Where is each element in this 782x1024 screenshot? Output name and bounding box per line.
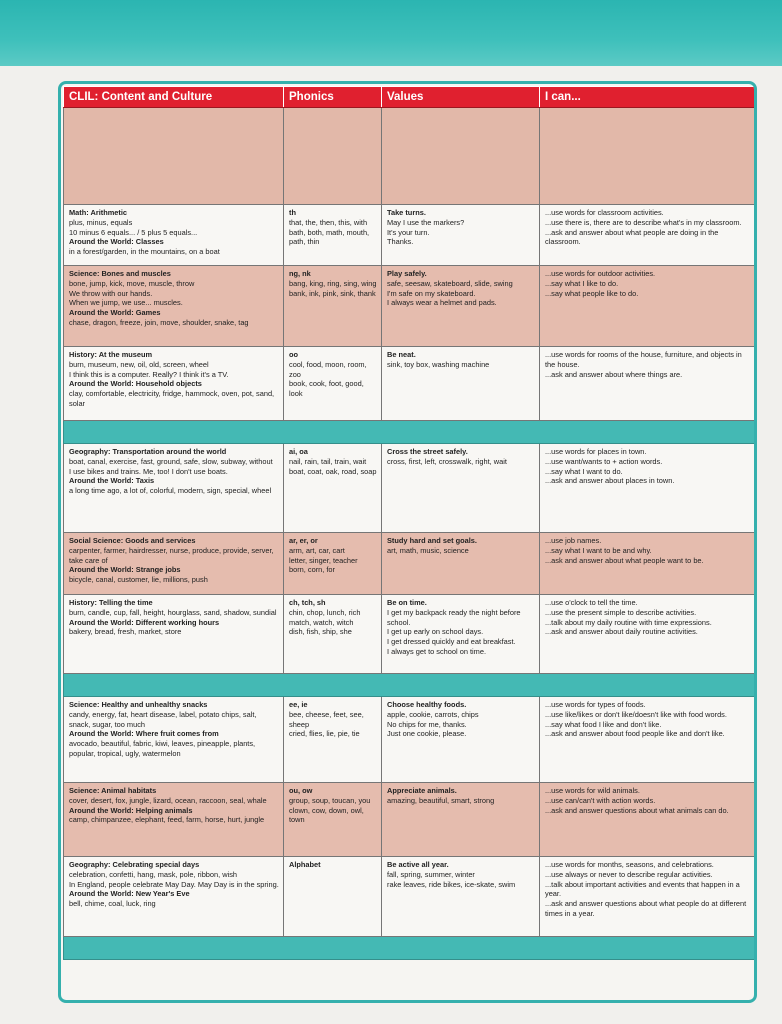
cell-line: No chips for me, thanks. xyxy=(387,719,467,729)
table-row xyxy=(64,266,757,347)
cell-line: ...use always or never to describe regular activities. xyxy=(545,869,713,879)
cell-heading: Social Science: Goods and services xyxy=(69,536,196,545)
phonics-cell xyxy=(284,444,382,533)
cell-heading: Math: Arithmetic xyxy=(69,208,128,217)
cell-line: ...say what I like to do. xyxy=(545,278,619,288)
cell-heading: Be neat. xyxy=(387,350,416,359)
cell-line: burn, museum, new, oil, old, screen, wheel xyxy=(69,359,209,369)
cell-line: ...use words for outdoor activities. xyxy=(545,269,656,278)
cell-line: boat, canal, exercise, fast, ground, safe, slow, subway, without xyxy=(69,456,273,466)
cell-line: clay, comfortable, electricity, fridge, hammock, oven, pot, sand, solar xyxy=(69,389,275,408)
cell-heading: Alphabet xyxy=(289,860,321,869)
teal-separator-row xyxy=(64,937,757,960)
cell-line: ...use job names. xyxy=(545,536,602,545)
cell-line: fall, spring, summer, winter xyxy=(387,869,475,879)
clil-cell xyxy=(64,783,284,857)
cell-line: in a forest/garden, in the mountains, on a boat xyxy=(69,247,220,257)
cell-line: ...use there is, there are to describe what's in my classroom. xyxy=(545,217,742,227)
cell-line: match, watch, witch xyxy=(289,617,354,627)
separator-cell xyxy=(64,674,757,697)
cell-line: candy, energy, fat, heart disease, label, potato chips, salt, snack, sugar, too much xyxy=(69,709,257,729)
cell-line: ...use can/can't with action words. xyxy=(545,795,656,805)
cell-line: sink, toy box, washing machine xyxy=(387,359,490,369)
cell-line: ...use words for months, seasons, and celebrations. xyxy=(545,860,714,869)
cell-heading: Be active all year. xyxy=(387,860,449,869)
cell-line: bone, jump, kick, move, muscle, throw xyxy=(69,278,195,288)
cell-heading: Appreciate animals. xyxy=(387,786,457,795)
blank-cell xyxy=(284,108,382,205)
cell-line: ...ask and answer about what people are doing in the classroom. xyxy=(545,227,719,247)
cell-line: ...ask and answer about places in town. xyxy=(545,476,675,486)
cell-heading: Science: Healthy and unhealthy snacks xyxy=(69,700,208,709)
i-can-cell xyxy=(540,533,757,595)
table-row xyxy=(64,533,757,595)
i-can-cell xyxy=(540,595,757,674)
header-values: Values xyxy=(382,87,540,108)
cell-line: It's your turn. xyxy=(387,227,430,237)
cell-line: In England, people celebrate May Day. May Day is in the spring. xyxy=(69,879,279,889)
table-row xyxy=(64,595,757,674)
cell-line: chin, chop, lunch, rich xyxy=(289,607,361,617)
cell-heading: Geography: Transportation around the world xyxy=(69,447,227,456)
cell-line: bang, king, ring, sing, wing xyxy=(289,278,377,288)
header-i-can: I can... xyxy=(540,87,757,108)
cell-line: cool, food, moon, room, zoo xyxy=(289,359,367,379)
cell-heading: History: Telling the time xyxy=(69,598,153,607)
cell-line: Thanks. xyxy=(387,237,414,247)
cell-line: ...use o'clock to tell the time. xyxy=(545,598,638,607)
i-can-cell xyxy=(540,857,757,937)
table-row xyxy=(64,697,757,783)
i-can-cell xyxy=(540,266,757,347)
teal-separator-row xyxy=(64,674,757,697)
clil-cell xyxy=(64,444,284,533)
blank-row xyxy=(64,108,757,205)
cell-line: ...say what I want to be and why. xyxy=(545,545,652,555)
cell-subheading: Around the World: Different working hours xyxy=(69,617,220,627)
cell-line: ...talk about important activities and events that happen in a year. xyxy=(545,879,740,899)
cell-line: ...say what people like to do. xyxy=(545,288,639,298)
cell-line: bicycle, canal, customer, lie, millions, push xyxy=(69,575,208,585)
separator-cell xyxy=(64,421,757,444)
teal-separator-row xyxy=(64,421,757,444)
values-cell xyxy=(382,857,540,937)
cell-subheading: Around the World: New Year's Eve xyxy=(69,889,190,899)
cell-line: cross, first, left, crosswalk, right, wait xyxy=(387,456,507,466)
clil-cell xyxy=(64,347,284,421)
cell-heading: ou, ow xyxy=(289,786,313,795)
cell-heading: ai, oa xyxy=(289,447,308,456)
cell-line: I think this is a computer. Really? I think it's a TV. xyxy=(69,369,229,379)
top-teal-band xyxy=(0,0,782,66)
phonics-cell xyxy=(284,697,382,783)
cell-line: bell, chime, coal, luck, ring xyxy=(69,899,156,909)
cell-line: I get up early on school days. xyxy=(387,627,484,637)
clil-cell xyxy=(64,697,284,783)
cell-heading: Cross the street safely. xyxy=(387,447,468,456)
i-can-cell xyxy=(540,347,757,421)
cell-line: cover, desert, fox, jungle, lizard, ocean, raccoon, seal, whale xyxy=(69,795,267,805)
cell-line: camp, chimpanzee, elephant, feed, farm, horse, hurt, jungle xyxy=(69,815,265,825)
cell-subheading: Around the World: Helping animals xyxy=(69,805,193,815)
table-row xyxy=(64,783,757,857)
cell-line: cried, flies, lie, pie, tie xyxy=(289,729,360,739)
phonics-cell xyxy=(284,595,382,674)
i-can-cell xyxy=(540,444,757,533)
phonics-cell xyxy=(284,266,382,347)
cell-line: ...use the present simple to describe activities. xyxy=(545,607,697,617)
values-cell xyxy=(382,347,540,421)
separator-cell xyxy=(64,937,757,960)
cell-line: nail, rain, tail, train, wait xyxy=(289,456,367,466)
header-phonics: Phonics xyxy=(284,87,382,108)
cell-line: When we jump, we use... muscles. xyxy=(69,298,183,308)
table-row xyxy=(64,444,757,533)
cell-line: ...use words for wild animals. xyxy=(545,786,640,795)
syllabus-frame xyxy=(58,81,757,1003)
values-cell xyxy=(382,595,540,674)
cell-line: I always get to school on time. xyxy=(387,646,487,656)
cell-line: ...say what I want to do. xyxy=(545,466,623,476)
cell-heading: Geography: Celebrating special days xyxy=(69,860,200,869)
values-cell xyxy=(382,783,540,857)
cell-line: apple, cookie, carrots, chips xyxy=(387,709,479,719)
cell-line: I get dressed quickly and eat breakfast. xyxy=(387,637,516,647)
cell-line: book, cook, foot, good, look xyxy=(289,379,364,399)
cell-subheading: Around the World: Strange jobs xyxy=(69,565,181,575)
cell-line: May I use the markers? xyxy=(387,217,465,227)
blank-cell xyxy=(382,108,540,205)
cell-line: born, corn, for xyxy=(289,565,336,575)
cell-heading: oo xyxy=(289,350,299,359)
phonics-cell xyxy=(284,857,382,937)
cell-line: letter, singer, teacher xyxy=(289,555,358,565)
cell-line: ...ask and answer questions about what people do at different times in a year. xyxy=(545,899,747,918)
cell-line: safe, seesaw, skateboard, slide, swing xyxy=(387,278,513,288)
cell-line: ...ask and answer about daily routine activities. xyxy=(545,627,698,637)
values-cell xyxy=(382,444,540,533)
header-row xyxy=(64,87,757,108)
cell-line: ...ask and answer about food people like and don't like. xyxy=(545,729,725,739)
cell-line: amazing, beautiful, smart, strong xyxy=(387,795,495,805)
blank-cell xyxy=(64,108,284,205)
phonics-cell xyxy=(284,205,382,266)
cell-heading: Study hard and set goals. xyxy=(387,536,477,545)
cell-line: bank, ink, pink, sink, thank xyxy=(289,288,376,298)
cell-heading: Be on time. xyxy=(387,598,427,607)
cell-line: I'm safe on my skateboard. xyxy=(387,288,476,298)
table-row xyxy=(64,205,757,266)
cell-line: ...use words for rooms of the house, furniture, and objects in the house. xyxy=(545,350,742,369)
table-row xyxy=(64,857,757,937)
cell-line: ...say what food I like and don't like. xyxy=(545,719,662,729)
cell-line: bath, both, math, mouth, path, thin xyxy=(289,227,370,247)
cell-line: clown, cow, down, owl, town xyxy=(289,805,364,825)
cell-heading: History: At the museum xyxy=(69,350,153,359)
i-can-cell xyxy=(540,783,757,857)
cell-line: rake leaves, ride bikes, ice-skate, swim xyxy=(387,879,516,889)
cell-subheading: Around the World: Games xyxy=(69,308,161,318)
cell-line: ...talk about my daily routine with time expressions. xyxy=(545,617,712,627)
cell-line: ...ask and answer about where things are. xyxy=(545,369,683,379)
cell-line: art, math, music, science xyxy=(387,545,469,555)
cell-heading: ee, ie xyxy=(289,700,308,709)
cell-line: I use bikes and trains. Me, too! I don't use boats. xyxy=(69,466,228,476)
cell-line: plus, minus, equals xyxy=(69,217,133,227)
cell-line: group, soup, toucan, you xyxy=(289,795,371,805)
cell-heading: Take turns. xyxy=(387,208,426,217)
cell-heading: Science: Bones and muscles xyxy=(69,269,171,278)
cell-heading: th xyxy=(289,208,296,217)
cell-line: ...ask and answer questions about what animals can do. xyxy=(545,805,729,815)
table-row xyxy=(64,347,757,421)
cell-heading: Play safely. xyxy=(387,269,427,278)
cell-line: I always wear a helmet and pads. xyxy=(387,298,497,308)
cell-line: bee, cheese, feet, see, sheep xyxy=(289,709,364,729)
values-cell xyxy=(382,697,540,783)
cell-line: Just one cookie, please. xyxy=(387,729,467,739)
cell-line: that, the, then, this, with xyxy=(289,217,368,227)
cell-subheading: Around the World: Household objects xyxy=(69,379,202,389)
cell-line: chase, dragon, freeze, join, move, shoulder, snake, tag xyxy=(69,317,249,327)
cell-line: celebration, confetti, hang, mask, pole, ribbon, wish xyxy=(69,869,238,879)
values-cell xyxy=(382,266,540,347)
cell-heading: ch, tch, sh xyxy=(289,598,326,607)
cell-line: carpenter, farmer, hairdresser, nurse, produce, provide, server, take care of xyxy=(69,545,274,565)
i-can-cell xyxy=(540,697,757,783)
clil-cell xyxy=(64,205,284,266)
cell-line: ...use like/likes or don't like/doesn't like with food words. xyxy=(545,709,727,719)
cell-subheading: Around the World: Taxis xyxy=(69,476,155,486)
phonics-cell xyxy=(284,783,382,857)
cell-line: ...use words for classroom activities. xyxy=(545,208,664,217)
cell-line: ...use words for types of foods. xyxy=(545,700,646,709)
clil-cell xyxy=(64,857,284,937)
header-clil: CLIL: Content and Culture xyxy=(64,87,284,108)
phonics-cell xyxy=(284,347,382,421)
cell-heading: Choose healthy foods. xyxy=(387,700,467,709)
cell-heading: ar, er, or xyxy=(289,536,318,545)
cell-line: 10 minus 6 equals... / 5 plus 5 equals... xyxy=(69,227,198,237)
cell-line: a long time ago, a lot of, colorful, modern, sign, special, wheel xyxy=(69,486,272,496)
cell-line: boat, coat, oak, road, soap xyxy=(289,466,377,476)
cell-line: arm, art, car, cart xyxy=(289,545,345,555)
cell-line: ...ask and answer about what people want to be. xyxy=(545,555,704,565)
cell-heading: Science: Animal habitats xyxy=(69,786,157,795)
cell-line: bakery, bread, fresh, market, store xyxy=(69,627,182,637)
cell-line: ...use words for places in town. xyxy=(545,447,647,456)
cell-subheading: Around the World: Classes xyxy=(69,237,164,247)
cell-subheading: Around the World: Where fruit comes from xyxy=(69,729,219,739)
values-cell xyxy=(382,533,540,595)
cell-line: I get my backpack ready the night before school. xyxy=(387,607,521,627)
cell-line: ...use want/wants to + action words. xyxy=(545,456,663,466)
values-cell xyxy=(382,205,540,266)
syllabus-table xyxy=(63,86,757,960)
i-can-cell xyxy=(540,205,757,266)
cell-line: burn, candle, cup, fall, height, hourglass, sand, shadow, sundial xyxy=(69,607,277,617)
blank-cell xyxy=(540,108,757,205)
cell-line: We throw with our hands. xyxy=(69,288,153,298)
cell-line: dish, fish, ship, she xyxy=(289,627,352,637)
clil-cell xyxy=(64,266,284,347)
phonics-cell xyxy=(284,533,382,595)
clil-cell xyxy=(64,595,284,674)
cell-heading: ng, nk xyxy=(289,269,311,278)
clil-cell xyxy=(64,533,284,595)
cell-line: avocado, beautiful, fabric, kiwi, leaves, pineapple, plants, popular, tropical, ugly, watermelon xyxy=(69,739,256,758)
